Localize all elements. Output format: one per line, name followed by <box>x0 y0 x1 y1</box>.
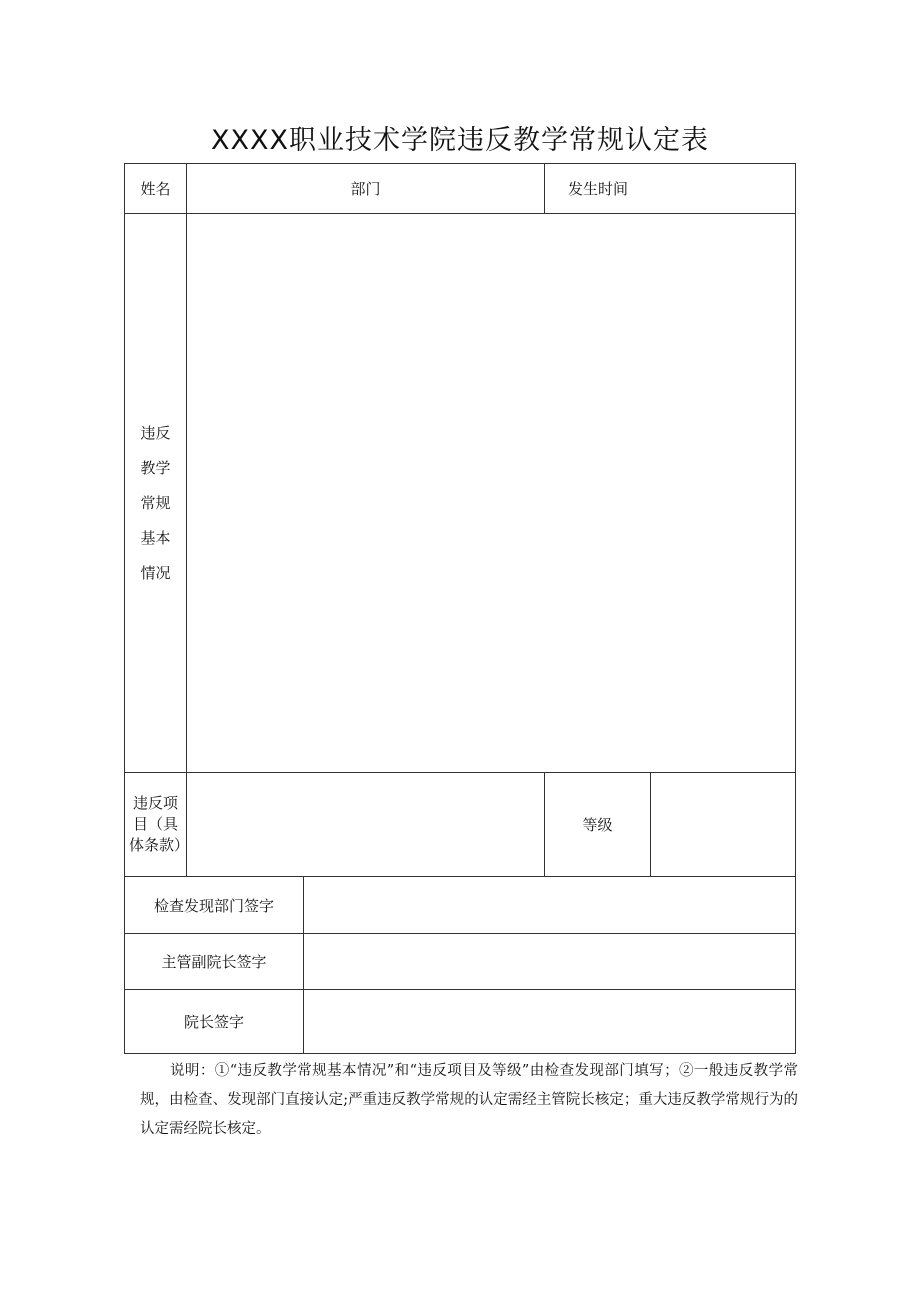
president-sign-cell[interactable] <box>303 989 796 1054</box>
dept-label: 部门 <box>350 180 381 198</box>
dept-label-cell <box>186 163 545 214</box>
grade-label: 等级 <box>582 816 613 834</box>
name-label-cell <box>124 163 187 214</box>
time-label: 发生时间 <box>568 180 629 198</box>
grade-content-cell[interactable] <box>650 772 796 877</box>
inspect-dept-sign-label: 检查发现部门签字 <box>153 896 274 915</box>
situation-content-cell[interactable] <box>186 213 796 773</box>
items-label: 违反项目（具体条款） <box>129 794 190 854</box>
situation-label-line: 基本 <box>140 528 171 547</box>
inspect-dept-sign-label-cell <box>124 876 304 934</box>
inspect-dept-sign-cell[interactable] <box>303 876 796 934</box>
page-title: XXXX职业技术学院违反教学常规认定表 <box>211 125 709 156</box>
grade-label-cell <box>544 772 651 877</box>
president-sign-label-cell <box>124 989 304 1054</box>
name-label: 姓名 <box>140 180 171 198</box>
situation-label-line: 违反 <box>140 423 171 442</box>
president-sign-label: 院长签字 <box>183 1013 244 1031</box>
situation-label-line: 教学 <box>140 458 171 477</box>
note-paragraph: 说明：①“违反教学常规基本情况”和“违反项目及等级”由检查发现部门填写；②一般违反教学常规，由检查、发现部门直接认定;严重违反教学常规的认定需经主管院长核定；重大违反教学常规行为的认定需经院长核定。 <box>140 1063 798 1137</box>
items-label-cell <box>124 772 190 877</box>
vice-president-sign-cell[interactable] <box>303 933 796 990</box>
situation-label-line: 常规 <box>140 493 171 512</box>
situation-label-line: 情况 <box>140 563 171 582</box>
situation-label-cell <box>124 213 187 773</box>
vice-president-sign-label: 主管副院长签字 <box>161 953 267 971</box>
items-content-cell[interactable] <box>186 772 545 877</box>
vice-president-sign-label-cell <box>124 933 304 990</box>
time-label-cell <box>544 163 796 214</box>
